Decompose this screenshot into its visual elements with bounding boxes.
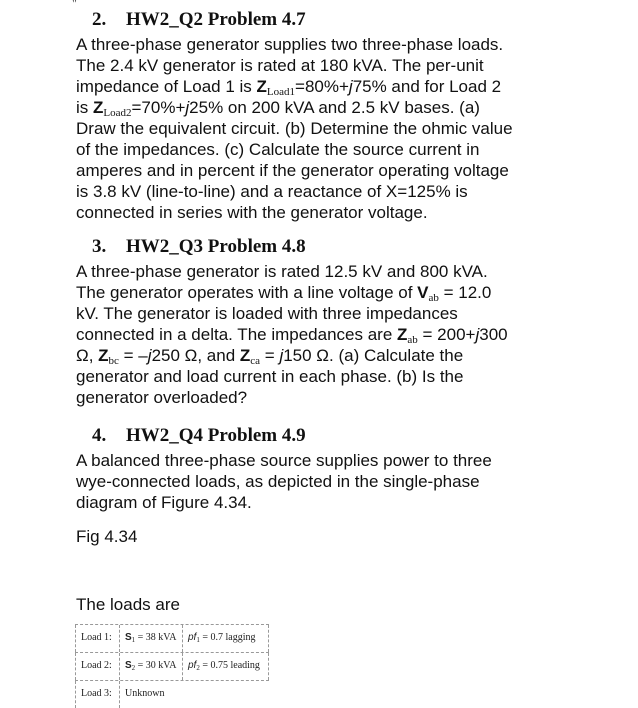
text-run: =	[260, 346, 280, 365]
figure-label: Fig 4.34	[76, 527, 138, 546]
text-run: Ω,	[76, 346, 99, 365]
text-run: The 2.4 kV generator is rated at 180 kVA. The per-unit	[76, 56, 484, 75]
problem-number: 4.	[92, 425, 107, 446]
text-line	[76, 76, 576, 97]
text-run: A balanced three-phase source supplies power to three	[76, 451, 492, 470]
text-run: 300	[479, 325, 508, 344]
impedance-subscript: bc	[108, 355, 119, 367]
text-line	[76, 202, 576, 223]
pf-symbol: pf	[188, 660, 197, 671]
text-run: connected in a delta. The impedances are	[76, 325, 398, 344]
load-power	[125, 632, 176, 643]
problem-title: HW2_Q4 Problem 4.9	[126, 425, 306, 446]
text-line	[76, 181, 576, 202]
problem-number: 2.	[92, 9, 107, 30]
pf-subscript: 1	[196, 636, 200, 644]
pf-symbol: pf	[188, 632, 197, 643]
impedance-subscript: Load2	[103, 107, 132, 119]
text-run: =80%+	[295, 77, 349, 96]
text-run: Draw the equivalent circuit. (b) Determine the ohmic value	[76, 119, 513, 138]
cell-divider	[119, 653, 120, 680]
table-row	[75, 624, 269, 652]
text-line	[76, 324, 576, 345]
imaginary-unit: j	[147, 346, 152, 365]
text-run: connected in series with the generator voltage.	[76, 203, 428, 222]
impedance-symbol: Z	[93, 98, 104, 117]
text-line	[76, 97, 576, 118]
imaginary-unit: j	[279, 346, 284, 365]
power-symbol: S	[125, 632, 132, 643]
load-power	[125, 660, 176, 671]
power-value: Unknown	[125, 688, 165, 699]
text-run: kV. The generator is loaded with three impedances	[76, 304, 458, 323]
imaginary-unit: j	[475, 325, 480, 344]
text-run: of the impedances. (c) Calculate the source current in	[76, 140, 480, 159]
text-run: generator and load current in each phase. (b) Is the	[76, 367, 464, 386]
loads-intro: The loads are	[76, 595, 180, 614]
text-run: generator overloaded?	[76, 388, 248, 407]
text-run: amperes and in percent if the generator operating voltage	[76, 161, 509, 180]
load-name: Load 2:	[81, 660, 112, 671]
loads-table	[75, 624, 269, 708]
cell-divider	[268, 653, 269, 680]
cell-divider	[182, 625, 183, 652]
text-run: The generator operates with a line voltage of	[76, 283, 418, 302]
text-run: diagram of Figure 4.34.	[76, 493, 252, 512]
load-pf	[188, 660, 260, 671]
cell-divider	[182, 653, 183, 680]
problem-4-text	[76, 450, 576, 513]
text-run: 75% and for Load 2	[352, 77, 502, 96]
cell-divider	[268, 625, 269, 652]
load-power	[125, 688, 164, 699]
problem-2-heading	[92, 9, 306, 31]
problem-title: HW2_Q2 Problem 4.7	[126, 9, 306, 30]
text-run: is	[76, 98, 93, 117]
text-run: A three-phase generator supplies two three-phase loads.	[76, 35, 504, 54]
text-line	[76, 160, 576, 181]
cell-divider	[75, 625, 76, 652]
text-run: = 12.0	[438, 283, 492, 302]
power-value: = 30 kVA	[135, 660, 177, 671]
text-line	[76, 139, 576, 160]
text-line	[76, 366, 576, 387]
problem-title: HW2_Q3 Problem 4.8	[126, 236, 306, 257]
problem-number: 3.	[92, 236, 107, 257]
impedance-symbol: Z	[256, 77, 267, 96]
load-pf	[188, 632, 255, 643]
cell-divider	[119, 681, 120, 708]
power-subscript: 2	[131, 664, 136, 672]
text-run: = –	[118, 346, 148, 365]
text-line	[76, 303, 576, 324]
impedance-subscript: ca	[250, 355, 261, 367]
impedance-symbol: Z	[98, 346, 109, 365]
text-run: A three-phase generator is rated 12.5 kV and 800 kVA.	[76, 262, 488, 281]
cell-divider	[75, 681, 76, 708]
power-value: = 38 kVA	[135, 632, 177, 643]
problem-3-heading	[92, 236, 306, 258]
load-name: Load 3:	[81, 688, 112, 699]
imaginary-unit: j	[185, 98, 190, 117]
problem-2-text	[76, 34, 576, 223]
impedance-subscript: ab	[407, 334, 418, 346]
load-name: Load 1:	[81, 632, 112, 643]
pf-subscript: 2	[196, 664, 200, 672]
text-line	[76, 118, 576, 139]
imaginary-unit: j	[348, 77, 353, 96]
text-line	[76, 55, 576, 76]
text-line	[76, 471, 576, 492]
text-run: = 200+	[417, 325, 476, 344]
text-run: 150 Ω. (a) Calculate the	[283, 346, 464, 365]
impedance-symbol: Z	[397, 325, 408, 344]
page-top-mark: "	[72, 0, 77, 10]
power-subscript: 1	[131, 636, 136, 644]
problem-3-text	[76, 261, 576, 408]
problem-4-heading	[92, 425, 306, 447]
text-run: is 3.8 kV (line-to-line) and a reactance of X=125% is	[76, 182, 468, 201]
text-line	[76, 387, 576, 408]
text-line	[76, 450, 576, 471]
text-run: impedance of Load 1 is	[76, 77, 257, 96]
impedance-subscript: Load1	[266, 86, 296, 98]
text-run: 25% on 200 kVA and 2.5 kV bases. (a)	[189, 98, 480, 117]
voltage-symbol: V	[417, 283, 429, 302]
pf-value: = 0.75 leading	[199, 660, 260, 671]
cell-divider	[119, 625, 120, 652]
table-row	[75, 680, 269, 708]
text-run: wye-connected loads, as depicted in the single-phase	[76, 472, 480, 491]
impedance-symbol: Z	[239, 346, 251, 365]
text-line	[76, 261, 576, 282]
text-line	[76, 345, 576, 366]
power-symbol: S	[125, 660, 132, 671]
cell-divider	[75, 653, 76, 680]
table-row	[75, 652, 269, 680]
pf-value: = 0.7 lagging	[199, 632, 256, 643]
text-run: =70%+	[131, 98, 186, 117]
voltage-subscript: ab	[428, 292, 439, 304]
text-line	[76, 34, 576, 55]
text-line	[76, 492, 576, 513]
text-line	[76, 282, 576, 303]
text-run: 250 Ω, and	[151, 346, 240, 365]
